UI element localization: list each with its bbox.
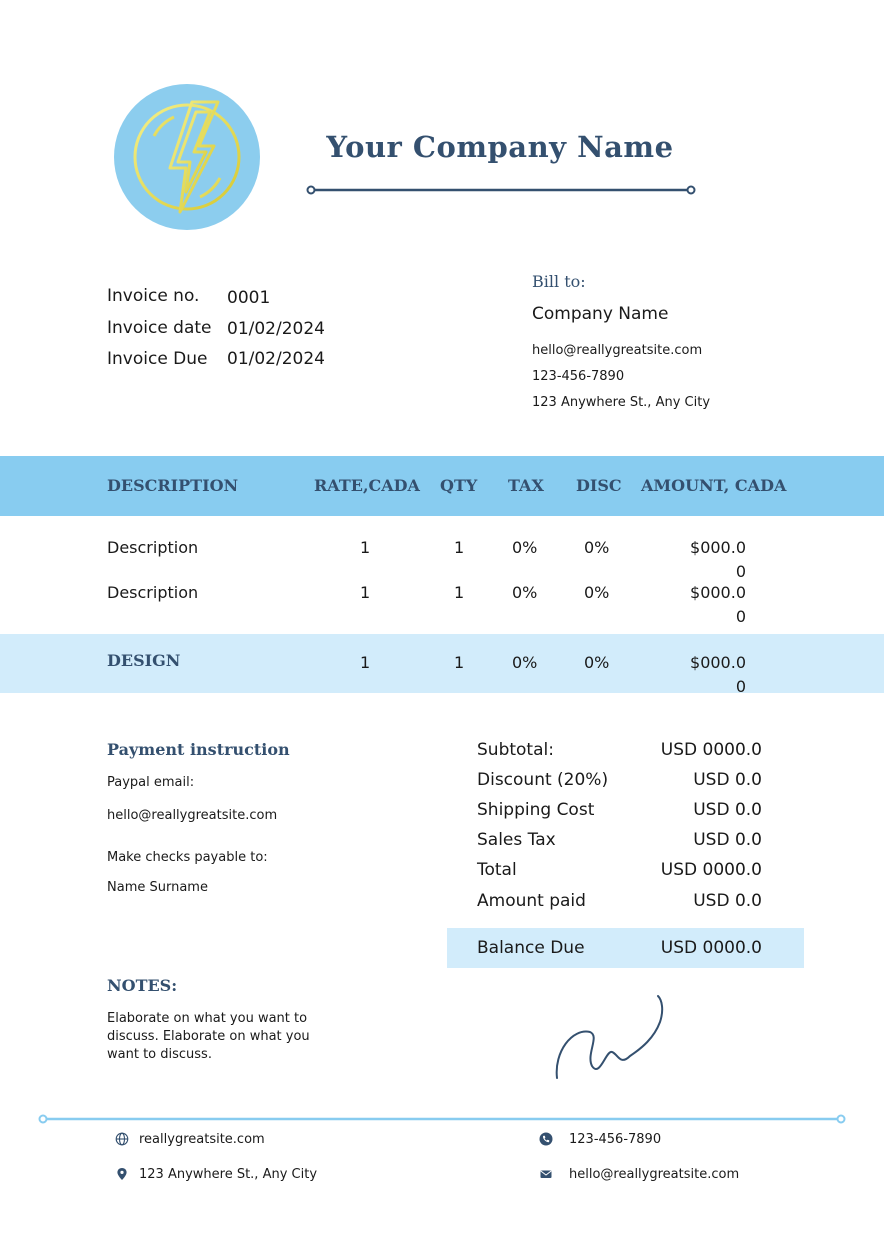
phone-icon (539, 1132, 553, 1146)
invoice-date-label: Invoice date (107, 318, 212, 338)
table-row-disc: 0% (584, 653, 610, 672)
company-logo (114, 84, 260, 230)
bill-to-company: Company Name (532, 304, 669, 324)
paypal-email: hello@reallygreatsite.com (107, 808, 278, 823)
table-row-rate: 1 (360, 583, 371, 602)
mail-icon (539, 1167, 553, 1181)
discount-label: Discount (20%) (477, 770, 609, 790)
subtotal-label: Subtotal: (477, 740, 554, 760)
shipping-value: USD 0.0 (693, 800, 762, 820)
table-row-description: DESIGN (107, 651, 181, 670)
total-value: USD 0000.0 (660, 860, 762, 880)
bill-to-phone: 123-456-7890 (532, 369, 625, 384)
location-pin-icon (115, 1167, 129, 1181)
bill-to-address: 123 Anywhere St., Any City (532, 395, 711, 410)
footer-email[interactable]: hello@reallygreatsite.com (569, 1167, 740, 1182)
invoice-due-label: Invoice Due (107, 349, 208, 369)
sales-tax-label: Sales Tax (477, 830, 556, 850)
table-row-amount-line1: $000.0 (690, 538, 746, 557)
invoice-no-value: 0001 (227, 288, 271, 308)
table-row-amount-line2: 0 (735, 607, 746, 626)
table-row-qty: 1 (454, 653, 465, 672)
balance-due-label: Balance Due (477, 938, 585, 958)
table-row-tax: 0% (512, 538, 538, 557)
notes-title: NOTES: (107, 976, 178, 995)
col-qty: QTY (440, 476, 478, 495)
sales-tax-value: USD 0.0 (693, 830, 762, 850)
balance-due-value: USD 0000.0 (660, 938, 762, 958)
table-row-amount-line2: 0 (735, 677, 746, 696)
table-row-description: Description (107, 583, 199, 602)
title-divider (306, 183, 696, 197)
table-row-qty: 1 (454, 538, 465, 557)
invoice-no-label: Invoice no. (107, 286, 200, 306)
table-row-rate: 1 (360, 538, 371, 557)
payment-title: Payment instruction (107, 740, 290, 759)
notes-text: Elaborate on what you want to discuss. Elaborate on what you want to discuss. (107, 1011, 310, 1062)
table-row-amount-line1: $000.0 (690, 583, 746, 602)
footer-phone[interactable]: 123-456-7890 (569, 1132, 662, 1147)
discount-value: USD 0.0 (693, 770, 762, 790)
table-row-disc: 0% (584, 583, 610, 602)
shipping-label: Shipping Cost (477, 800, 595, 820)
table-row-amount-line1: $000.0 (690, 653, 746, 672)
globe-icon (115, 1132, 129, 1146)
checks-label: Make checks payable to: (107, 850, 268, 865)
total-label: Total (477, 860, 517, 880)
paypal-label: Paypal email: (107, 775, 195, 790)
table-row-amount (666, 651, 746, 699)
table-row-disc: 0% (584, 538, 610, 557)
table-row-amount-line2: 0 (735, 562, 746, 581)
table-row-tax: 0% (512, 583, 538, 602)
amount-paid-value: USD 0.0 (693, 891, 762, 911)
invoice-due-value: 01/02/2024 (227, 349, 325, 369)
col-description: DESCRIPTION (107, 476, 239, 495)
table-row-amount (666, 581, 746, 629)
signature (550, 992, 670, 1082)
col-amount: AMOUNT, CADA (641, 476, 787, 495)
col-disc: DISC (576, 476, 622, 495)
amount-paid-label: Amount paid (477, 891, 586, 911)
subtotal-value: USD 0000.0 (660, 740, 762, 760)
col-rate: RATE,CADA (314, 476, 420, 495)
bill-to-email: hello@reallygreatsite.com (532, 343, 703, 358)
table-row-amount (666, 536, 746, 584)
footer-address: 123 Anywhere St., Any City (139, 1167, 318, 1182)
col-tax: TAX (508, 476, 544, 495)
table-row-tax: 0% (512, 653, 538, 672)
table-row-qty: 1 (454, 583, 465, 602)
footer-divider (38, 1113, 846, 1125)
bill-to-title: Bill to: (532, 272, 586, 291)
footer-website[interactable]: reallygreatsite.com (139, 1132, 265, 1147)
table-row-rate: 1 (360, 653, 371, 672)
company-name: Your Company Name (326, 130, 674, 164)
table-row-description: Description (107, 538, 199, 557)
checks-name: Name Surname (107, 880, 208, 895)
invoice-date-value: 01/02/2024 (227, 319, 325, 339)
